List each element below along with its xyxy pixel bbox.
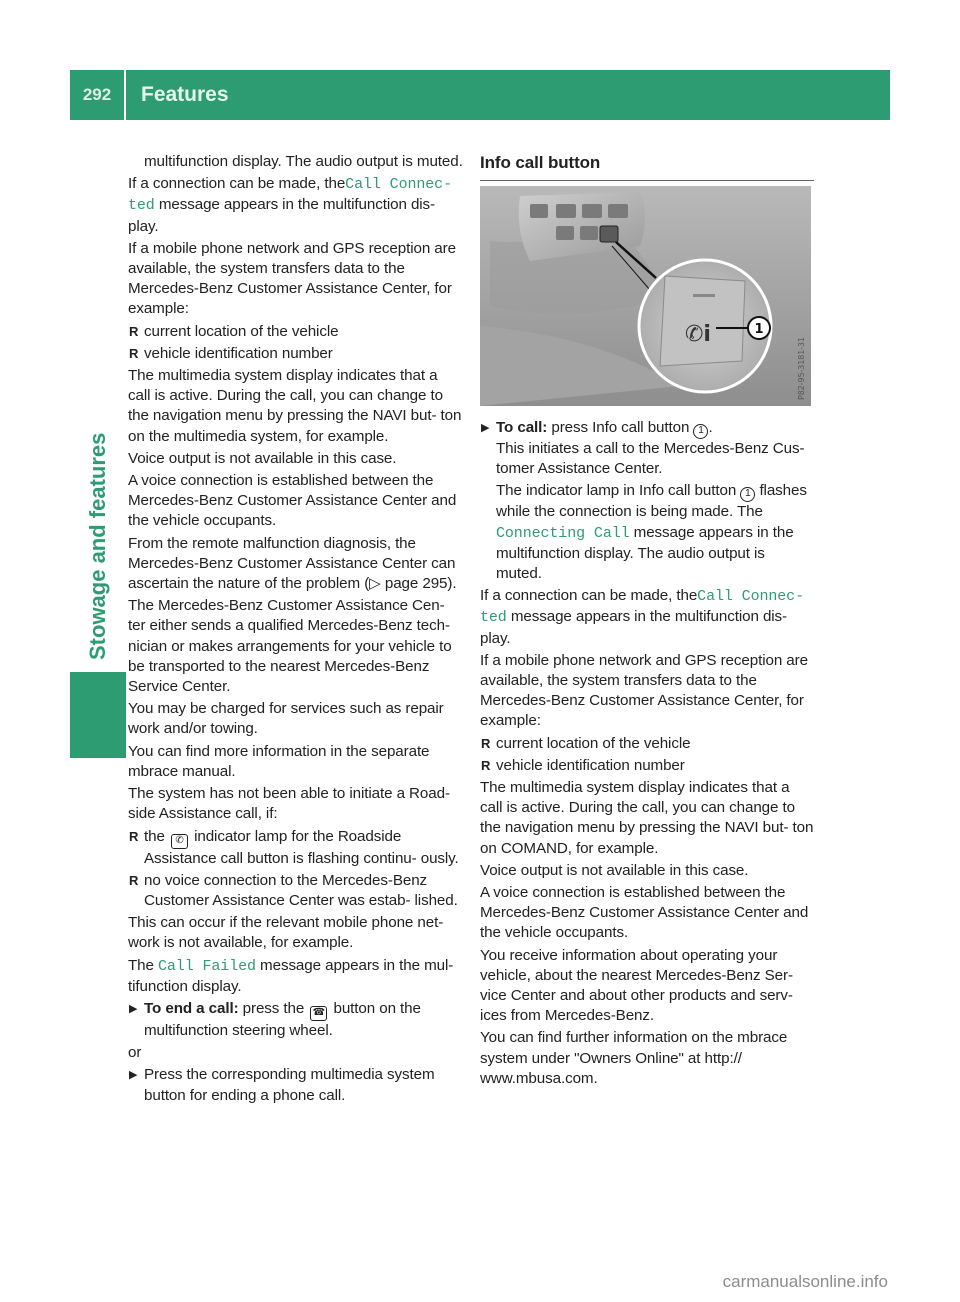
paragraph (128, 174, 463, 237)
paragraph: The multimedia system display indicates that a call is active. During the call, you can change to the navigation menu by pressing the NAVI but- ton on COMAND, for example. (480, 779, 814, 857)
paragraph: You can find more information in the separate mbrace manual. (128, 742, 430, 780)
list-item: R current location of the vehicle (128, 322, 463, 342)
instruction-step: ▶ To call: press Info call button 1 . This initiates a call to the Mercedes-Benz Cus- tomer Assistance Center. (480, 418, 814, 479)
text: The (128, 956, 154, 974)
text: press Info call button (551, 419, 690, 436)
callout-number: 1 (693, 424, 708, 439)
info-call-button-figure (480, 186, 811, 406)
text: flashes while the connection is being made. (496, 482, 807, 521)
list-item: R no voice connection to the Mercedes-Benz Customer Assistance Center was estab- lished. (128, 871, 463, 911)
roadside-assistance-icon: ✆ (171, 834, 188, 849)
side-section-label: Stowage and features (85, 432, 110, 660)
text: This initiates a call to the Mercedes-Benz Cus- tomer Assistance Center. (496, 440, 805, 478)
text: The (736, 503, 763, 521)
list-item: R vehicle identification number (128, 344, 463, 364)
text: message appears in the mul- tifunction display. (128, 956, 454, 995)
text: the (144, 827, 165, 845)
overhead-control-panel-illustration (480, 186, 811, 406)
left-column (128, 152, 463, 1108)
paragraph: You may be charged for services such as repair work and/or towing. (128, 700, 444, 738)
paragraph: or (128, 1044, 142, 1062)
right-column (480, 152, 814, 1091)
paragraph: This can occur if the relevant mobile phone net- work is not available, for example. (128, 914, 444, 952)
paragraph[interactable]: You can find further information on the mbrace system under "Owners Online" at http:// www.mbusa.com. (480, 1029, 788, 1087)
section-heading: Info call button (480, 153, 601, 172)
text: From the remote malfunction diagnosis, the Mercedes-Benz Customer Assistance Center can ascertain the nature of the problem (128, 534, 456, 593)
paragraph: The multimedia system display indicates that a call is active. During the call, you can change to the navigation menu by pressing the NAVI but- ton on the multimedia system, for example. (128, 367, 462, 445)
callout-number: 1 (740, 487, 755, 502)
page-reference[interactable]: (▷ page 295). (364, 575, 457, 593)
text: button on the multifunction steering wheel. (144, 999, 421, 1039)
paragraph (128, 956, 463, 997)
paragraph: If a mobile phone network and GPS reception are available, the system transfers data to the Mercedes-Benz Customer Assistance Center, for example: (128, 239, 456, 318)
paragraph: You receive information about operating your vehicle, about the nearest Mercedes-Benz Ser- vice Center and about other products and serv- ices from Mercedes-Benz. (480, 946, 793, 1025)
instruction-step (128, 999, 463, 1041)
end-call-icon: ☎ (310, 1006, 327, 1021)
paragraph: multifunction display. The audio output is muted. (144, 153, 463, 170)
paragraph: Voice output is not available in this case. (480, 861, 749, 879)
page-number: 292 (70, 70, 126, 120)
display-message: Call Connec‐ ted (128, 176, 452, 215)
list-item (128, 827, 463, 869)
text: If a connection can be made, the (480, 587, 698, 605)
svg-text:✆i: ✆i (685, 322, 711, 347)
figure-code: P82-95-3181-31 (797, 337, 806, 400)
text: message appears in the multifunction dis- play. (128, 196, 436, 235)
paragraph (480, 481, 814, 584)
text: The indicator lamp in Info call button (496, 482, 737, 500)
paragraph (480, 586, 814, 649)
instruction-step: ▶ Press the corresponding multimedia system button for ending a phone call. (128, 1065, 463, 1105)
page-title: Features (141, 83, 229, 106)
paragraph: If a mobile phone network and GPS reception are available, the system transfers data to the Mercedes-Benz Customer Assistance Center, for example: (480, 651, 808, 730)
step-label: To end a call: (144, 999, 239, 1017)
step-label: To call: (496, 419, 548, 436)
text: message appears in the multifunction dis- play. (480, 608, 788, 647)
figure-callout: 1 (754, 322, 764, 337)
list-item: R vehicle identification number (480, 756, 814, 776)
display-message: Call Failed (158, 957, 256, 975)
side-section-marker (70, 672, 126, 758)
text: message appears in the multifunction display. The audio output is muted. (496, 523, 794, 583)
list-item: R current location of the vehicle (480, 734, 814, 754)
text: If a connection can be made, the (128, 175, 346, 193)
paragraph: A voice connection is established between the Mercedes-Benz Customer Assistance Center and the vehicle occupants. (128, 472, 457, 530)
display-message: Call Connec‐ ted (480, 588, 804, 627)
paragraph (128, 534, 463, 595)
text: indicator lamp for the Roadside Assistance call button is flashing continu- ously. (144, 827, 459, 867)
text: press the (242, 999, 305, 1017)
paragraph: Voice output is not available in this case. (128, 449, 397, 467)
section-divider (480, 180, 814, 181)
paragraph: A voice connection is established between the Mercedes-Benz Customer Assistance Center and the vehicle occupants. (480, 884, 809, 942)
paragraph: The system has not been able to initiate a Road- side Assistance call, if: (128, 785, 450, 823)
paragraph: The Mercedes-Benz Customer Assistance Cen- ter either sends a qualified Mercedes-Benz tech- nician or makes arrangements for your vehicle to be transported to the nearest Mercedes-Benz Service Center. (128, 597, 452, 696)
watermark: carmanualsonline.info (722, 1272, 888, 1291)
display-message: Connecting Call (496, 524, 630, 542)
